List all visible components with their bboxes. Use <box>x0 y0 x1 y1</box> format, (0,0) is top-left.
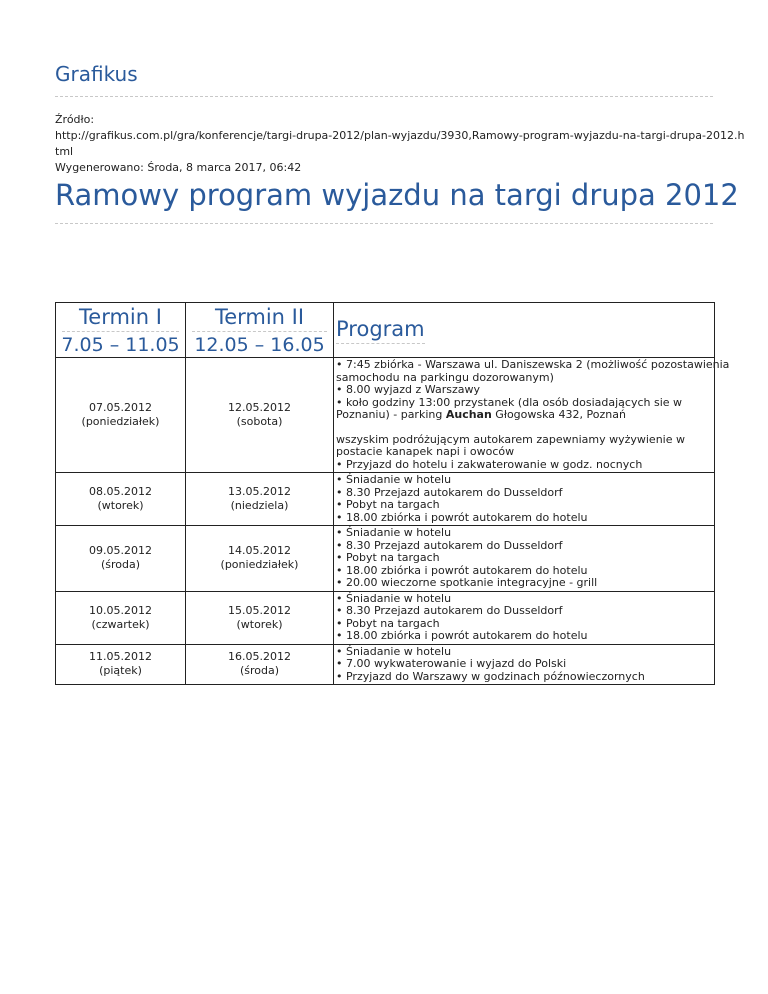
term-1-date-cell <box>56 526 186 592</box>
date: 13.05.2012 <box>228 485 291 498</box>
term-2-date-cell <box>186 526 334 592</box>
weekday: (czwartek) <box>91 617 150 631</box>
program-cell <box>334 644 715 685</box>
program-line: • Pobyt na targach <box>336 498 440 511</box>
parking-text: Poznaniu) - parking <box>336 408 446 421</box>
program-line: • Śniadanie w hotelu <box>336 526 452 539</box>
weekday: (poniedziałek) <box>81 415 160 428</box>
program-line: • Przyjazd do Warszawy w godzinach późnowieczornych <box>336 669 645 683</box>
table-header-row <box>56 303 715 358</box>
term-2-dates: 12.05 – 16.05 <box>194 333 325 356</box>
program-line: postacie kanapek napi i owoców <box>336 445 515 458</box>
header-divider-1 <box>62 331 179 332</box>
program-line: • 8.30 Przejazd autokarem do Dusseldorf <box>336 485 563 499</box>
term-1-date-cell <box>56 473 186 526</box>
program-line: • 8.30 Przejazd autokarem do Dusseldorf <box>336 604 563 617</box>
header-term-2 <box>186 303 334 358</box>
program-cell <box>334 526 715 592</box>
program-line: • 18.00 zbiórka i powrót autokarem do hotelu <box>336 510 588 524</box>
term-1-date-cell <box>56 644 186 685</box>
parking-name: Auchan <box>445 408 492 421</box>
weekday: (sobota) <box>236 415 283 428</box>
spacer <box>336 422 712 434</box>
program-line: • Pobyt na targach <box>336 616 440 630</box>
weekday: (poniedziałek) <box>220 558 299 572</box>
header-divider <box>55 96 713 97</box>
header-term-1 <box>56 303 186 358</box>
program-line-parking <box>336 409 712 422</box>
program-table <box>55 302 730 685</box>
program-line: • 8.00 wyjazd z Warszawy <box>336 383 480 396</box>
table-row <box>56 591 715 644</box>
program-line: • Przyjazd do hotelu i zakwaterowanie w godz. nocnych <box>336 457 643 471</box>
table-row <box>56 644 715 685</box>
parking-address: Głogowska 432, Poznań <box>491 408 626 421</box>
date: 16.05.2012 <box>228 650 291 664</box>
program-line: • 18.00 zbiórka i powrót autokarem do hotelu <box>336 629 588 642</box>
header-divider-2 <box>192 331 327 332</box>
page-title: Ramowy program wyjazdu na targi drupa 2012 <box>55 178 739 212</box>
source-url-cont: tml <box>55 145 74 158</box>
program-cell <box>334 473 715 526</box>
weekday: (piątek) <box>99 664 142 678</box>
date: 12.05.2012 <box>228 401 291 414</box>
program-line: • Śniadanie w hotelu <box>336 473 452 486</box>
term-2-date-cell <box>186 591 334 644</box>
date: 10.05.2012 <box>89 603 152 617</box>
term-2-date-cell <box>186 644 334 685</box>
date: 14.05.2012 <box>228 544 291 558</box>
term-1-date-cell <box>56 358 186 473</box>
document-meta <box>55 112 745 176</box>
date: 11.05.2012 <box>89 650 152 664</box>
program-line: • Pobyt na targach <box>336 551 440 564</box>
program-line: wszyskim podróżującym autokarem zapewniamy wyżywienie w <box>336 432 685 446</box>
header-program <box>334 303 715 358</box>
date: 08.05.2012 <box>89 485 152 498</box>
term-2-title: Termin II <box>214 304 305 329</box>
table-row <box>56 473 715 526</box>
program-line: • 7.00 wykwaterowanie i wyjazd do Polski <box>336 657 567 670</box>
date: 09.05.2012 <box>89 544 152 558</box>
table-row <box>56 358 715 473</box>
program-title: Program <box>336 317 425 344</box>
site-title: Grafikus <box>55 62 138 86</box>
program-line: • 7:45 zbiórka - Warszawa ul. Daniszewska 2 (możliwość pozostawienia <box>336 358 730 371</box>
program-cell <box>334 358 730 473</box>
program-line: • Śniadanie w hotelu <box>336 591 452 605</box>
source-url: http://grafikus.com.pl/gra/konferencje/targi-drupa-2012/plan-wyjazdu/3930,Ramowy-program-wyjazdu-na-targi-drupa-2012.h <box>55 129 745 142</box>
program-line: • 20.00 wieczorne spotkanie integracyjne - grill <box>336 576 598 589</box>
term-2-date-cell <box>186 358 334 473</box>
date: 15.05.2012 <box>228 603 291 617</box>
date: 07.05.2012 <box>89 401 152 414</box>
weekday: (wtorek) <box>97 499 144 512</box>
weekday: (niedziela) <box>230 499 289 512</box>
table-row <box>56 526 715 592</box>
weekday: (środa) <box>239 664 280 678</box>
program-line: • 8.30 Przejazd autokarem do Dusseldorf <box>336 538 563 552</box>
source-label: Źródło: <box>55 113 95 126</box>
term-1-title: Termin I <box>79 304 162 329</box>
program-line: • koło godziny 13:00 przystanek (dla osób dosiadających sie w <box>336 395 683 409</box>
term-2-date-cell <box>186 473 334 526</box>
program-cell <box>334 591 715 644</box>
weekday: (środa) <box>100 558 141 572</box>
generated-date: Wygenerowano: Środa, 8 marca 2017, 06:42 <box>55 161 302 174</box>
program-line: • 18.00 zbiórka i powrót autokarem do hotelu <box>336 563 588 577</box>
weekday: (wtorek) <box>236 617 283 631</box>
program-line: samochodu na parkingu dozorowanym) <box>336 370 554 384</box>
term-1-date-cell <box>56 591 186 644</box>
program-line: • Śniadanie w hotelu <box>336 644 452 658</box>
term-1-dates: 7.05 – 11.05 <box>61 333 180 356</box>
title-divider <box>55 223 713 224</box>
